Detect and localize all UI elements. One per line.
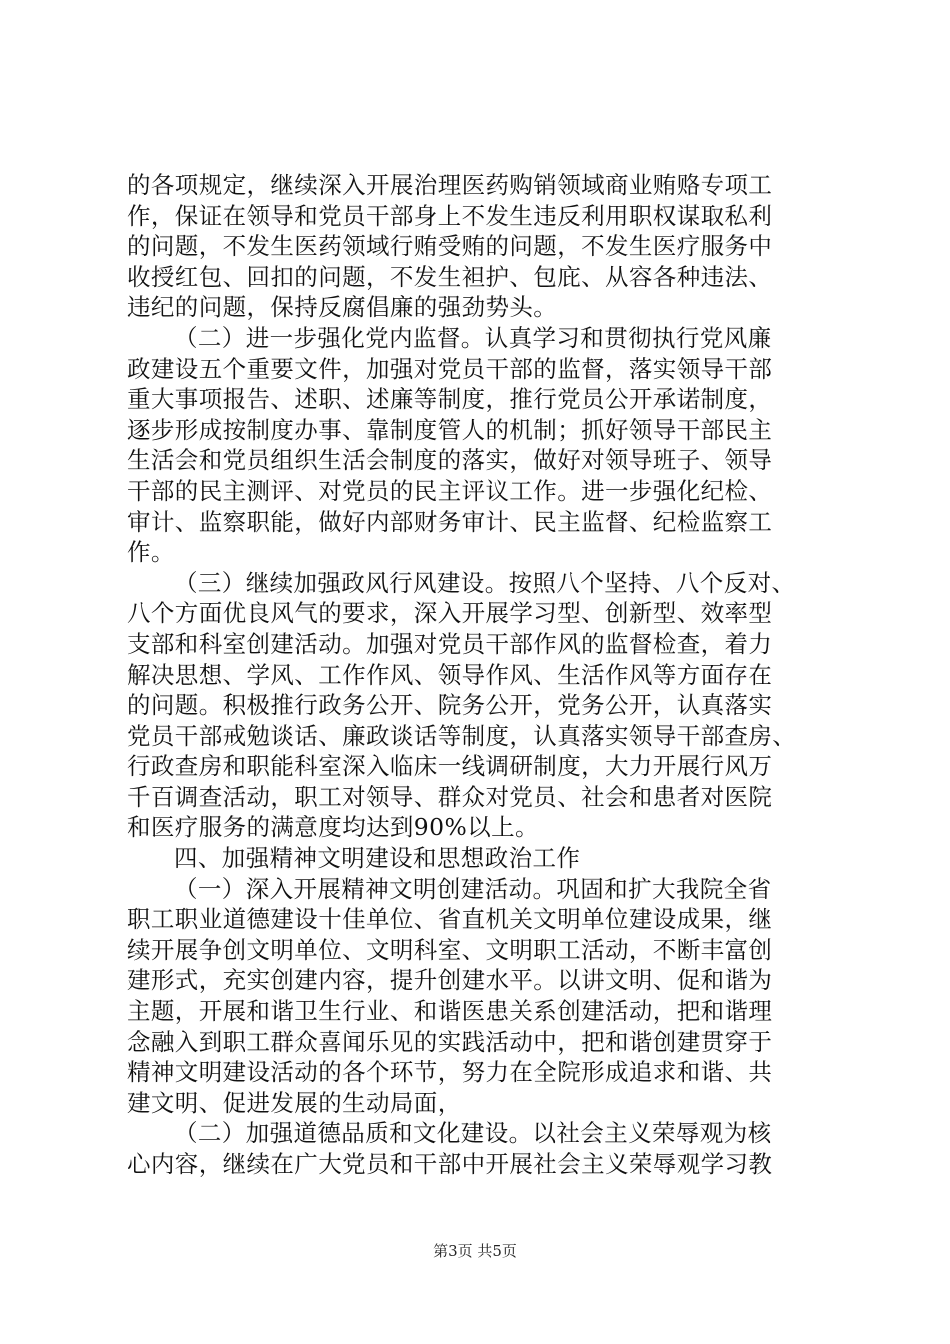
text-line: 的问题，不发生医药领域行贿受贿的问题，不发生医疗服务中 xyxy=(127,232,773,261)
text-line: 精神文明建设活动的各个环节，努力在全院形成追求和谐、共 xyxy=(127,1058,773,1087)
text-line: 的各项规定，继续深入开展治理医药购销领域商业贿赂专项工 xyxy=(127,171,773,199)
text-line: 党员干部戒勉谈话、廉政谈话等制度，认真落实领导干部查房、 xyxy=(127,721,797,750)
paragraph-start-line: （三）继续加强政风行风建设。按照八个坚持、八个反对、 xyxy=(174,568,796,597)
text-line: 行政查房和职能科室深入临床一线调研制度，大力开展行风万 xyxy=(127,752,773,781)
text-line: 政建设五个重要文件，加强对党员干部的监督，落实领导干部 xyxy=(127,354,773,383)
paragraph-start-line: （一）深入开展精神文明创建活动。巩固和扩大我院全省 xyxy=(174,874,772,903)
text-line: 作。 xyxy=(127,538,175,567)
text-line: 职工职业道德建设十佳单位、省直机关文明单位建设成果，继 xyxy=(127,905,773,934)
text-line: 逐步形成按制度办事、靠制度管人的机制；抓好领导干部民主 xyxy=(127,415,773,444)
text-line: 解决思想、学风、工作作风、领导作风、生活作风等方面存在 xyxy=(127,660,773,689)
text-line: 千百调查活动，职工对领导、群众对党员、社会和患者对医院 xyxy=(127,782,773,811)
text-line: 主题，开展和谐卫生行业、和谐医患关系创建活动，把和谐理 xyxy=(127,997,773,1026)
paragraph-start-line: （二）加强道德品质和文化建设。以社会主义荣辱观为核 xyxy=(174,1119,772,1148)
page-footer: 第3页 共5页 xyxy=(433,1242,517,1260)
text-line: 收授红包、回扣的问题，不发生袒护、包庇、从容各种违法、 xyxy=(127,262,773,291)
text-line: 审计、监察职能，做好内部财务审计、民主监督、纪检监察工 xyxy=(127,507,773,536)
text-line: 建形式，充实创建内容，提升创建水平。以讲文明、促和谐为 xyxy=(127,966,773,995)
text-line: 生活会和党员组织生活会制度的落实，做好对领导班子、领导 xyxy=(127,446,773,475)
text-line: 重大事项报告、述职、述廉等制度，推行党员公开承诺制度， xyxy=(127,385,773,414)
text-line: 的问题。积极推行政务公开、院务公开，党务公开，认真落实 xyxy=(127,691,773,720)
section-heading: 四、加强精神文明建设和思想政治工作 xyxy=(174,844,581,873)
text-line: 干部的民主测评、对党员的民主评议工作。进一步强化纪检、 xyxy=(127,476,773,505)
text-line: 和医疗服务的满意度均达到90%以上。 xyxy=(127,813,539,842)
text-line: 八个方面优良风气的要求，深入开展学习型、创新型、效率型 xyxy=(127,599,773,628)
text-line: 支部和科室创建活动。加强对党员干部作风的监督检查，着力 xyxy=(127,629,773,658)
text-line: 建文明、促进发展的生动局面， xyxy=(127,1088,462,1117)
text-line: 续开展争创文明单位、文明科室、文明职工活动，不断丰富创 xyxy=(127,935,773,964)
text-line: 心内容，继续在广大党员和干部中开展社会主义荣辱观学习教 xyxy=(127,1150,773,1178)
text-line: 作，保证在领导和党员干部身上不发生违反利用职权谋取私利 xyxy=(127,201,773,230)
text-line: 念融入到职工群众喜闻乐见的实践活动中，把和谐创建贯穿于 xyxy=(127,1027,773,1056)
body-text xyxy=(127,170,847,1180)
text-line: 违纪的问题，保持反腐倡廉的强劲势头。 xyxy=(127,293,558,322)
paragraph-start-line: （二）进一步强化党内监督。认真学习和贯彻执行党风廉 xyxy=(174,323,772,352)
